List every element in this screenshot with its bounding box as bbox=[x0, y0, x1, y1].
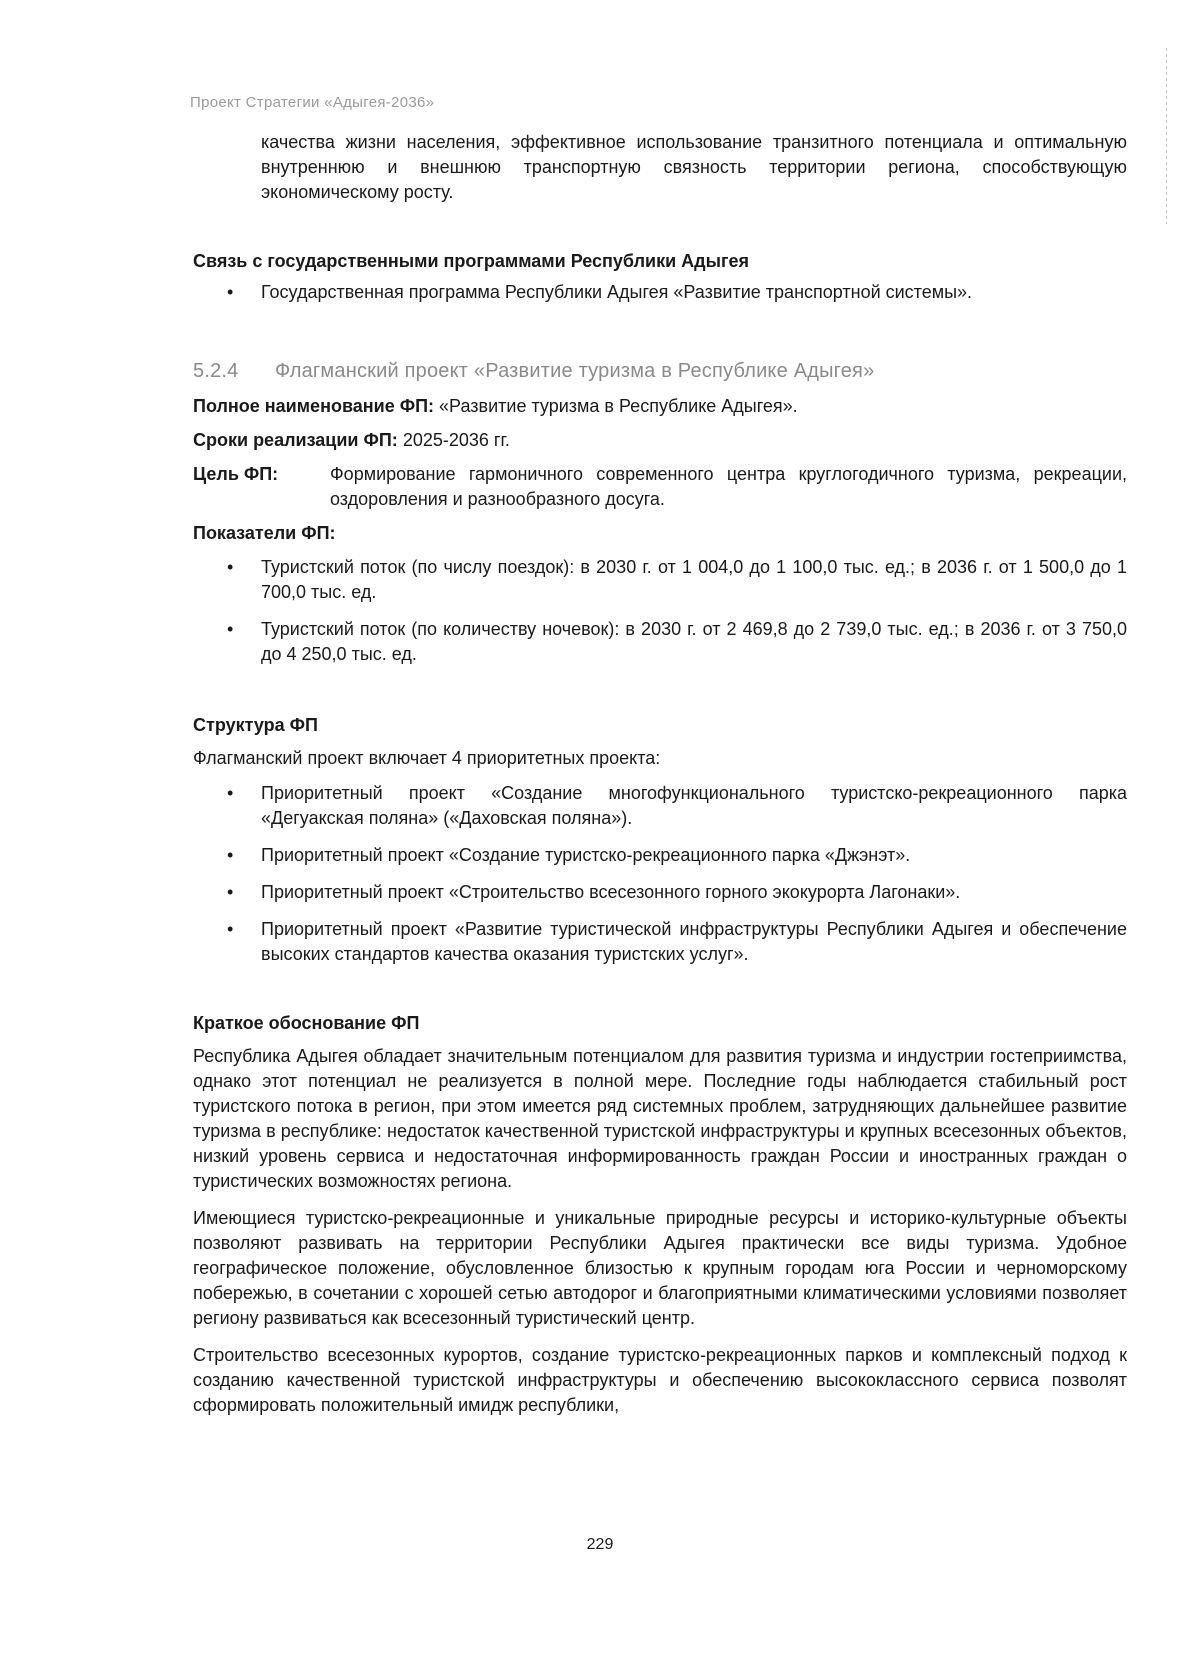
goal-label: Цель ФП: bbox=[193, 464, 279, 484]
running-header: Проект Стратегии «Адыгея-2036» bbox=[190, 94, 435, 111]
indicators-list bbox=[193, 555, 1127, 667]
full-name-label: Полное наименование ФП: bbox=[193, 396, 435, 416]
rationale-paragraph: Республика Адыгея обладает значительным потенциалом для развития туризма и индустрии гостеприимства, однако этот потенциал не реализуется в полной мере. Последние годы наблюдается стабильный рост туристского потока в регион, при этом имеется ряд системных проблем, затрудняющих дальнейшее развитие туризма в республике: недостаток качественной туристской инфраструктуры и крупных всесезонных объектов, низкий уровень сервиса и недостаточная информированность граждан России и иностранных граждан о туристических возможностях региона. bbox=[193, 1046, 1127, 1191]
terms-row bbox=[193, 428, 1127, 453]
terms-label: Сроки реализации ФП: bbox=[193, 430, 398, 450]
list-item: • Приоритетный проект «Строительство всесезонного горного экокурорта Лагонаки». bbox=[193, 880, 1127, 905]
structure-heading: Структура ФП bbox=[193, 715, 318, 735]
intro-continuation: качества жизни населения, эффективное использование транзитного потенциала и оптимальную внутреннюю и внешнюю транспортную связность территории региона, способствующую экономическому росту. bbox=[261, 132, 1127, 202]
page-content bbox=[193, 130, 1127, 1418]
terms-value: 2025-2036 гг. bbox=[402, 430, 510, 450]
list-item: • Государственная программа Республики Адыгея «Развитие транспортной системы». bbox=[193, 280, 1127, 305]
list-item: • Приоритетный проект «Развитие туристической инфраструктуры Республики Адыгея и обеспечение высоких стандартов качества оказания туристских услуг». bbox=[193, 917, 1127, 967]
list-item: • Приоритетный проект «Создание туристско-рекреационного парка «Джэнэт». bbox=[193, 843, 1127, 868]
rationale-paragraph: Строительство всесезонных курортов, создание туристско-рекреационных парков и комплексный подход к созданию качественной туристской инфраструктуры и обеспечению высококлассного сервиса позволят сформировать положительный имидж республики, bbox=[193, 1345, 1127, 1415]
programs-heading: Связь с государственными программами Республики Адыгея bbox=[193, 251, 749, 271]
list-item: • Приоритетный проект «Создание многофункционального туристско-рекреационного парка «Дегуакская поляна» («Даховская поляна»). bbox=[193, 781, 1127, 831]
scan-margin-line bbox=[1166, 48, 1167, 224]
indicators-heading: Показатели ФП: bbox=[193, 523, 336, 543]
rationale-paragraph: Имеющиеся туристско-рекреационные и уникальные природные ресурсы и историко-культурные объекты позволяют развивать на территории Республики Адыгея практически все виды туризма. Удобное географическое положение, обусловленное близостью к крупным городам юга России и черноморскому побережью, в сочетании с хорошей сетью автодорог и благоприятными климатическими условиями позволяет региону развиваться как всесезонный туристический центр. bbox=[193, 1208, 1127, 1328]
section-heading bbox=[193, 357, 1127, 385]
full-name-row bbox=[193, 394, 1127, 419]
goal-value: Формирование гармоничного современного центра круглогодичного туризма, рекреации, оздоровления и разнообразного досуга. bbox=[330, 464, 1127, 509]
goal-row bbox=[193, 462, 1127, 512]
section-title: Флагманский проект «Развитие туризма в Республике Адыгея» bbox=[275, 360, 875, 382]
structure-list bbox=[193, 781, 1127, 967]
rationale-heading: Краткое обоснование ФП bbox=[193, 1013, 420, 1033]
list-item: • Туристский поток (по количеству ночевок): в 2030 г. от 2 469,8 до 2 739,0 тыс. ед.; в 2036 г. от 3 750,0 до 4 250,0 тыс. ед. bbox=[193, 617, 1127, 667]
full-name-value: «Развитие туризма в Республике Адыгея». bbox=[439, 396, 798, 416]
page-number: 229 bbox=[586, 1536, 614, 1553]
section-number: 5.2.4 bbox=[193, 360, 239, 382]
list-item: • Туристский поток (по числу поездок): в 2030 г. от 1 004,0 до 1 100,0 тыс. ед.; в 2036 г. от 1 500,0 до 1 700,0 тыс. ед. bbox=[193, 555, 1127, 605]
programs-list bbox=[193, 280, 1127, 305]
structure-intro: Флагманский проект включает 4 приоритетных проекта: bbox=[193, 748, 661, 768]
